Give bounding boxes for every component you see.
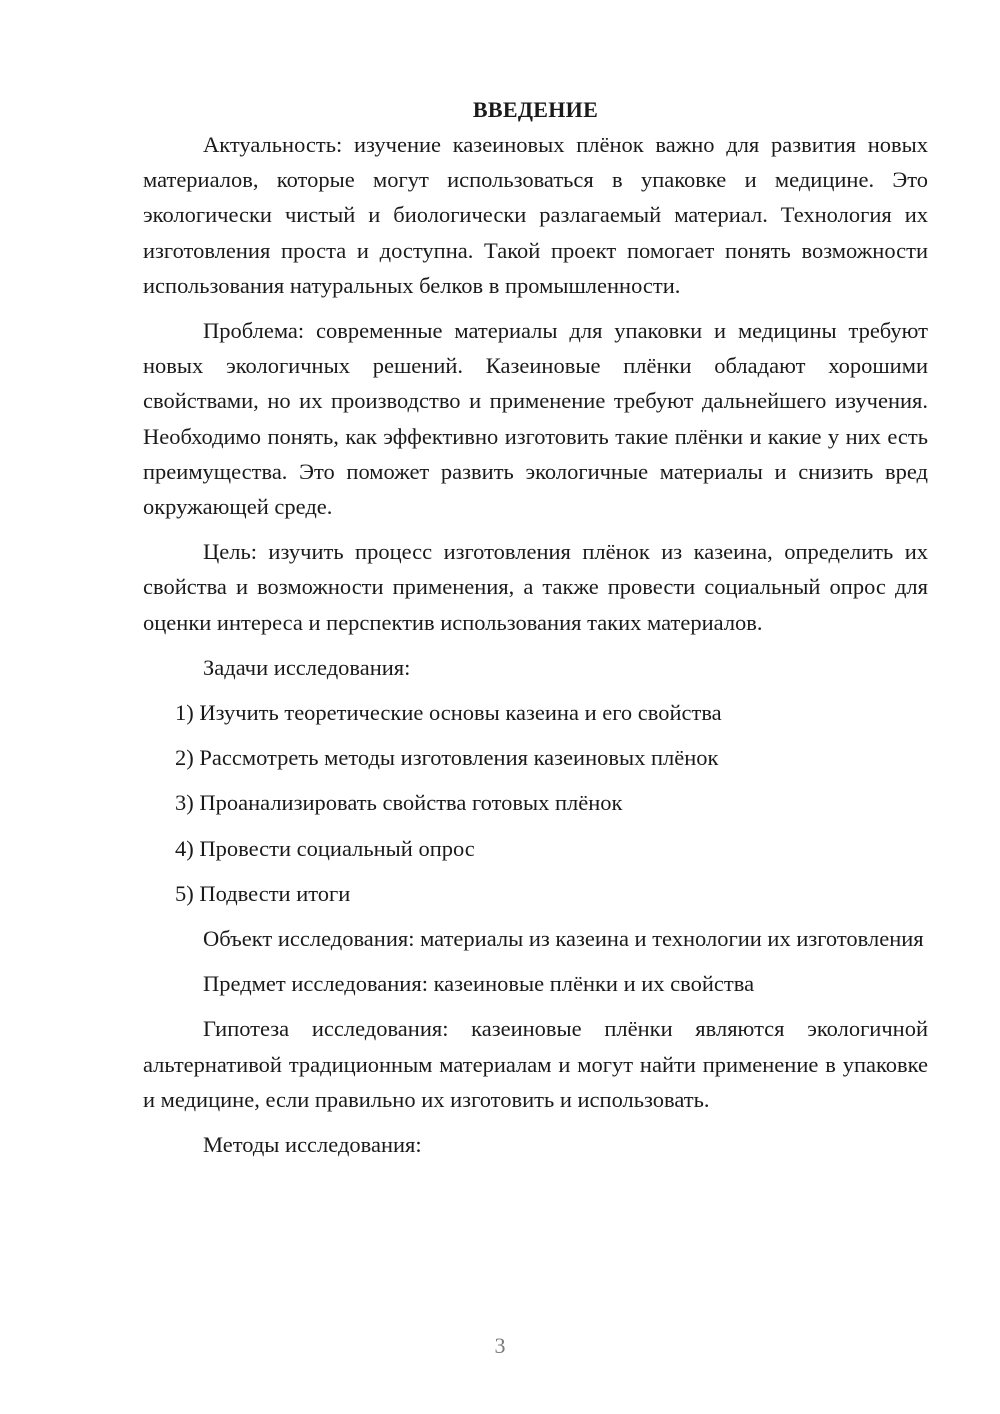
list-item: 3) Проанализировать свойства готовых плёнок [175, 790, 623, 816]
subject-paragraph: Предмет исследования: казеиновые плёнки и их свойства [203, 971, 755, 997]
methods-title: Методы исследования: [203, 1132, 422, 1158]
tasks-list [143, 695, 928, 911]
goal-paragraph: Цель: изучить процесс изготовления плёнок из казеина, определить их свойства и возможности применения, а также провести социальный опрос для оценки интереса и перспектив использования таких материалов. [143, 539, 928, 635]
list-item: 2) Рассмотреть методы изготовления казеиновых плёнок [175, 745, 719, 771]
list-item: 4) Провести социальный опрос [175, 835, 475, 861]
object-paragraph: Объект исследования: материалы из казеина и технологии их изготовления [203, 926, 924, 952]
list-item: 5) Подвести итоги [175, 880, 351, 906]
page-title: ВВЕДЕНИЕ [472, 97, 599, 122]
document-page [143, 92, 928, 1162]
hypothesis-paragraph: Гипотеза исследования: казеиновые плёнки являются экологичной альтернативой традиционным материалам и могут найти применение в упаковке и медицине, если правильно их изготовить и использовать. [143, 1016, 928, 1112]
relevance-paragraph: Актуальность: изучение казеиновых плёнок важно для развития новых материалов, которые могут использоваться в упаковке и медицине. Это экологически чистый и биологически разлагаемый материал. Технология их изготовления проста и доступна. Такой проект помогает понять возможности использования натуральных белков в промышленности. [143, 132, 928, 298]
page-number: 3 [494, 1333, 506, 1358]
tasks-title: Задачи исследования: [203, 654, 411, 680]
list-item: 1) Изучить теоретические основы казеина и его свойства [175, 700, 722, 726]
problem-paragraph: Проблема: современные материалы для упаковки и медицины требуют новых экологичных решений. Казеиновые плёнки обладают хорошими свойствами, но их производство и применение требуют дальнейшего изучения. Необходимо понять, как эффективно изготовить такие плёнки и какие у них есть преимущества. Это поможет развить экологичные материалы и снизить вред окружающей среде. [143, 318, 928, 520]
